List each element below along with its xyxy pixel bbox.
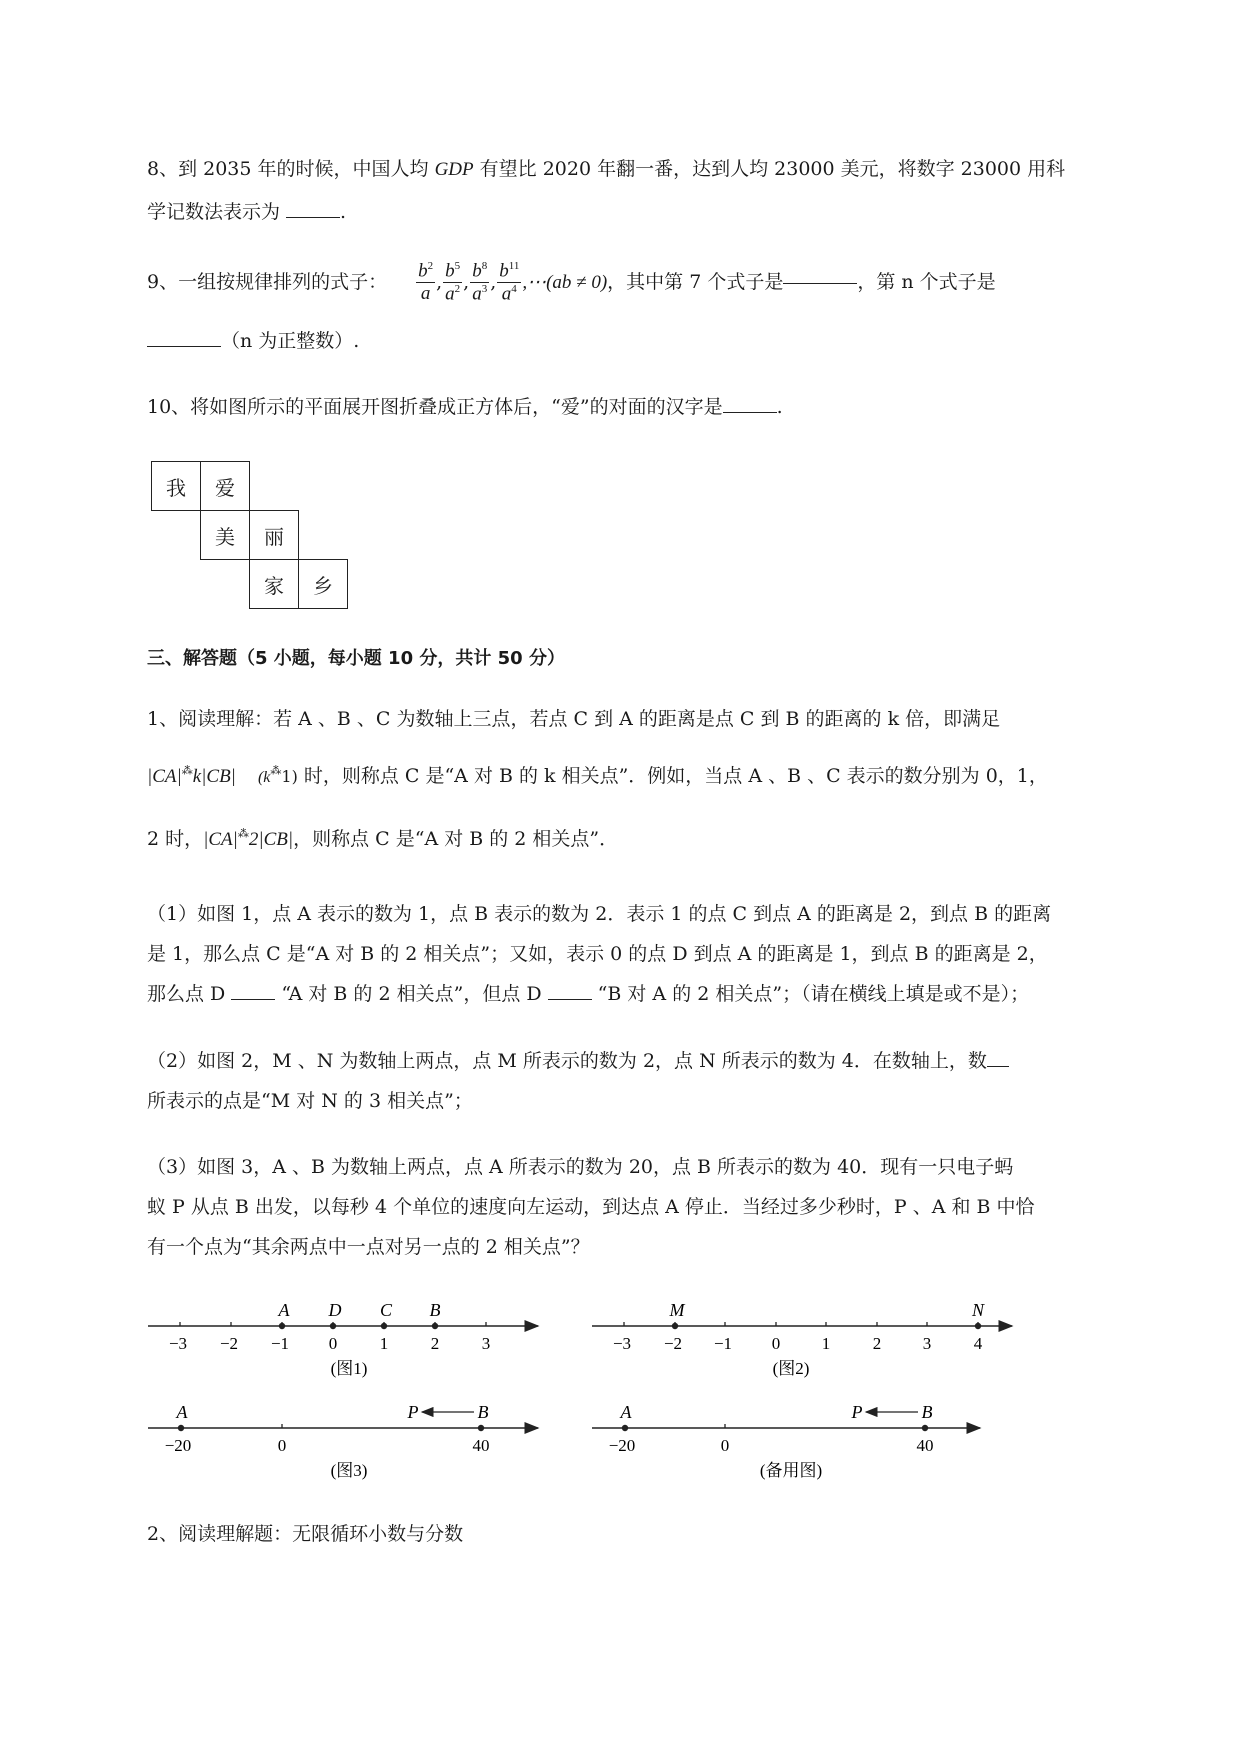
- p1-line1: 1、阅读理解：若 A 、B 、C 为数轴上三点，若点 C 到 A 的距离是点 C 到 B 的距离的 k 倍，即满足: [147, 708, 1001, 730]
- p1-sub1-line2: 是 1，那么点 C 是“A 对 B 的 2 相关点”；又如，表示 0 的点 D 到点 A 的距离是 1，到点 B 的距离是 2，: [147, 943, 1048, 965]
- gdp-label: GDP: [434, 159, 474, 180]
- fig3-point-a: A: [176, 1402, 188, 1422]
- fig1-tick: −1: [270, 1334, 290, 1353]
- fraction-2: $\frac{b^5}{a^2}$: [445, 260, 461, 305]
- p1-line3: 2 时，|CA|⁂2|CB|，则称点 C 是“A 对 B 的 2 相关点”．: [147, 827, 619, 850]
- fig4-point-a: A: [620, 1402, 632, 1422]
- fig3-tick: 40: [472, 1436, 490, 1455]
- answer-blank[interactable]: [723, 411, 777, 413]
- fig2-tick: −2: [663, 1334, 683, 1353]
- fig4-tick: 40: [916, 1436, 934, 1455]
- fig2-tick: 1: [821, 1334, 831, 1353]
- net-cell-wo: 我: [151, 461, 201, 511]
- p1-sub3-line1: （3）如图 3，A 、B 为数轴上两点，点 A 所表示的数为 20，点 B 所表示的数为 40．现有一只电子蚂: [147, 1156, 1014, 1178]
- figure-1: [148, 1300, 538, 1378]
- answer-blank[interactable]: [548, 998, 592, 1000]
- p2-line: 2、阅读理解题：无限循环小数与分数: [147, 1523, 464, 1545]
- p1-line2: |CA|⁂k|CB| (k⁂1) 时，则称点 C 是“A 对 B 的 k 相关点”．例如，当点 A 、B 、C 表示的数分别为 0，1，: [147, 764, 1048, 787]
- net-cell-xiang: 乡: [298, 559, 348, 609]
- fig4-caption: (备用图): [759, 1461, 823, 1480]
- fig4-point-b: B: [921, 1402, 933, 1422]
- fraction-4: $\frac{b^{11}}{a^4}$: [499, 260, 520, 305]
- fig2-tick: 0: [771, 1334, 781, 1353]
- fig3-tick: 0: [277, 1436, 287, 1455]
- q10-line: 10、将如图所示的平面展开图折叠成正方体后，“爱”的对面的汉字是 .: [147, 396, 783, 418]
- q8-line2: 学记数法表示为 .: [147, 201, 347, 223]
- fraction-3: $\frac{b^8}{a^3}$: [472, 260, 488, 305]
- fig3-point-b: B: [477, 1402, 489, 1422]
- net-cell-jia: 家: [249, 559, 299, 609]
- fig1-point-a: A: [278, 1300, 290, 1320]
- section-heading: 三、解答题（5 小题，每小题 10 分，共计 50 分）: [147, 648, 565, 669]
- figure-3: [148, 1402, 538, 1480]
- net-cell-li: 丽: [249, 510, 299, 560]
- q9-line1: 9、一组按规律排列的式子： $\frac{b^2}{a}$ , $\frac{b^5}{a^2}$ , $\frac{b^8}{a^3}$ , $\frac{b^{11}}{a^4}$ ,⋯(ab ≠ 0) ，其中第 7 个式子是 ，第 n 个式子是: [147, 260, 996, 305]
- fraction-1: $\frac{b^2}{a}$: [418, 260, 434, 305]
- p1-sub1-line3: 那么点 D “A 对 B 的 2 相关点”，但点 D “B 对 A 的 2 相关点”；（请在横线上填是或不是）；: [147, 983, 1030, 1005]
- fig3-point-p: P: [407, 1402, 419, 1422]
- cube-net: [151, 461, 349, 609]
- fig1-point-b: B: [429, 1300, 441, 1320]
- figure-2: [592, 1300, 1012, 1378]
- fig2-point-n: N: [971, 1300, 985, 1320]
- p1-sub2-line2: 所表示的点是“M 对 N 的 3 相关点”；: [147, 1090, 473, 1112]
- fig2-tick: 4: [973, 1334, 983, 1353]
- number-line-figures: [0, 1290, 1241, 1490]
- q8-line1: 8、到 2035 年的时候，中国人均 GDP 有望比 2020 年翻一番，达到人均 23000 美元，将数字 23000 用科: [147, 158, 1066, 180]
- fig1-tick: −3: [168, 1334, 188, 1353]
- fig3-tick: −20: [164, 1436, 192, 1455]
- fig2-caption: (图2): [772, 1359, 810, 1378]
- figure-4: [592, 1402, 980, 1480]
- fig1-tick: 3: [481, 1334, 491, 1353]
- fig3-caption: (图3): [330, 1461, 368, 1480]
- net-cell-mei: 美: [200, 510, 250, 560]
- answer-blank[interactable]: [147, 345, 221, 347]
- answer-blank[interactable]: [783, 282, 857, 284]
- fig4-tick: −20: [608, 1436, 636, 1455]
- answer-blank[interactable]: [987, 1065, 1009, 1067]
- fig4-point-p: P: [851, 1402, 863, 1422]
- fig1-caption: (图1): [330, 1359, 368, 1378]
- fig1-point-c: C: [379, 1300, 393, 1320]
- q9-line2: （n 为正整数）.: [147, 332, 359, 351]
- p1-sub1-line1: （1）如图 1，点 A 表示的数为 1，点 B 表示的数为 2．表示 1 的点 C 到点 A 的距离是 2，到点 B 的距离: [147, 903, 1052, 925]
- fig2-tick: −1: [713, 1334, 733, 1353]
- fig1-tick: −2: [219, 1334, 239, 1353]
- fig2-tick: 3: [922, 1334, 932, 1353]
- net-cell-ai: 爱: [200, 461, 250, 511]
- fig2-tick: 2: [872, 1334, 882, 1353]
- answer-blank[interactable]: [231, 998, 275, 1000]
- answer-blank[interactable]: [286, 216, 340, 218]
- fig1-point-d: D: [328, 1300, 342, 1320]
- p1-sub3-line3: 有一个点为“其余两点中一点对另一点的 2 相关点”？: [147, 1236, 590, 1258]
- fig2-tick: −3: [612, 1334, 632, 1353]
- fig2-point-m: M: [669, 1300, 685, 1320]
- p1-sub2-line1: （2）如图 2，M 、N 为数轴上两点，点 M 所表示的数为 2，点 N 所表示的数为 4．在数轴上，数: [147, 1052, 1009, 1071]
- fig1-tick: 2: [430, 1334, 440, 1353]
- fig1-tick: 0: [328, 1334, 338, 1353]
- fig1-tick: 1: [379, 1334, 389, 1353]
- p1-sub3-line2: 蚁 P 从点 B 出发，以每秒 4 个单位的速度向左运动，到达点 A 停止．当经过多少秒时，P 、A 和 B 中恰: [147, 1196, 1035, 1218]
- fig4-tick: 0: [720, 1436, 730, 1455]
